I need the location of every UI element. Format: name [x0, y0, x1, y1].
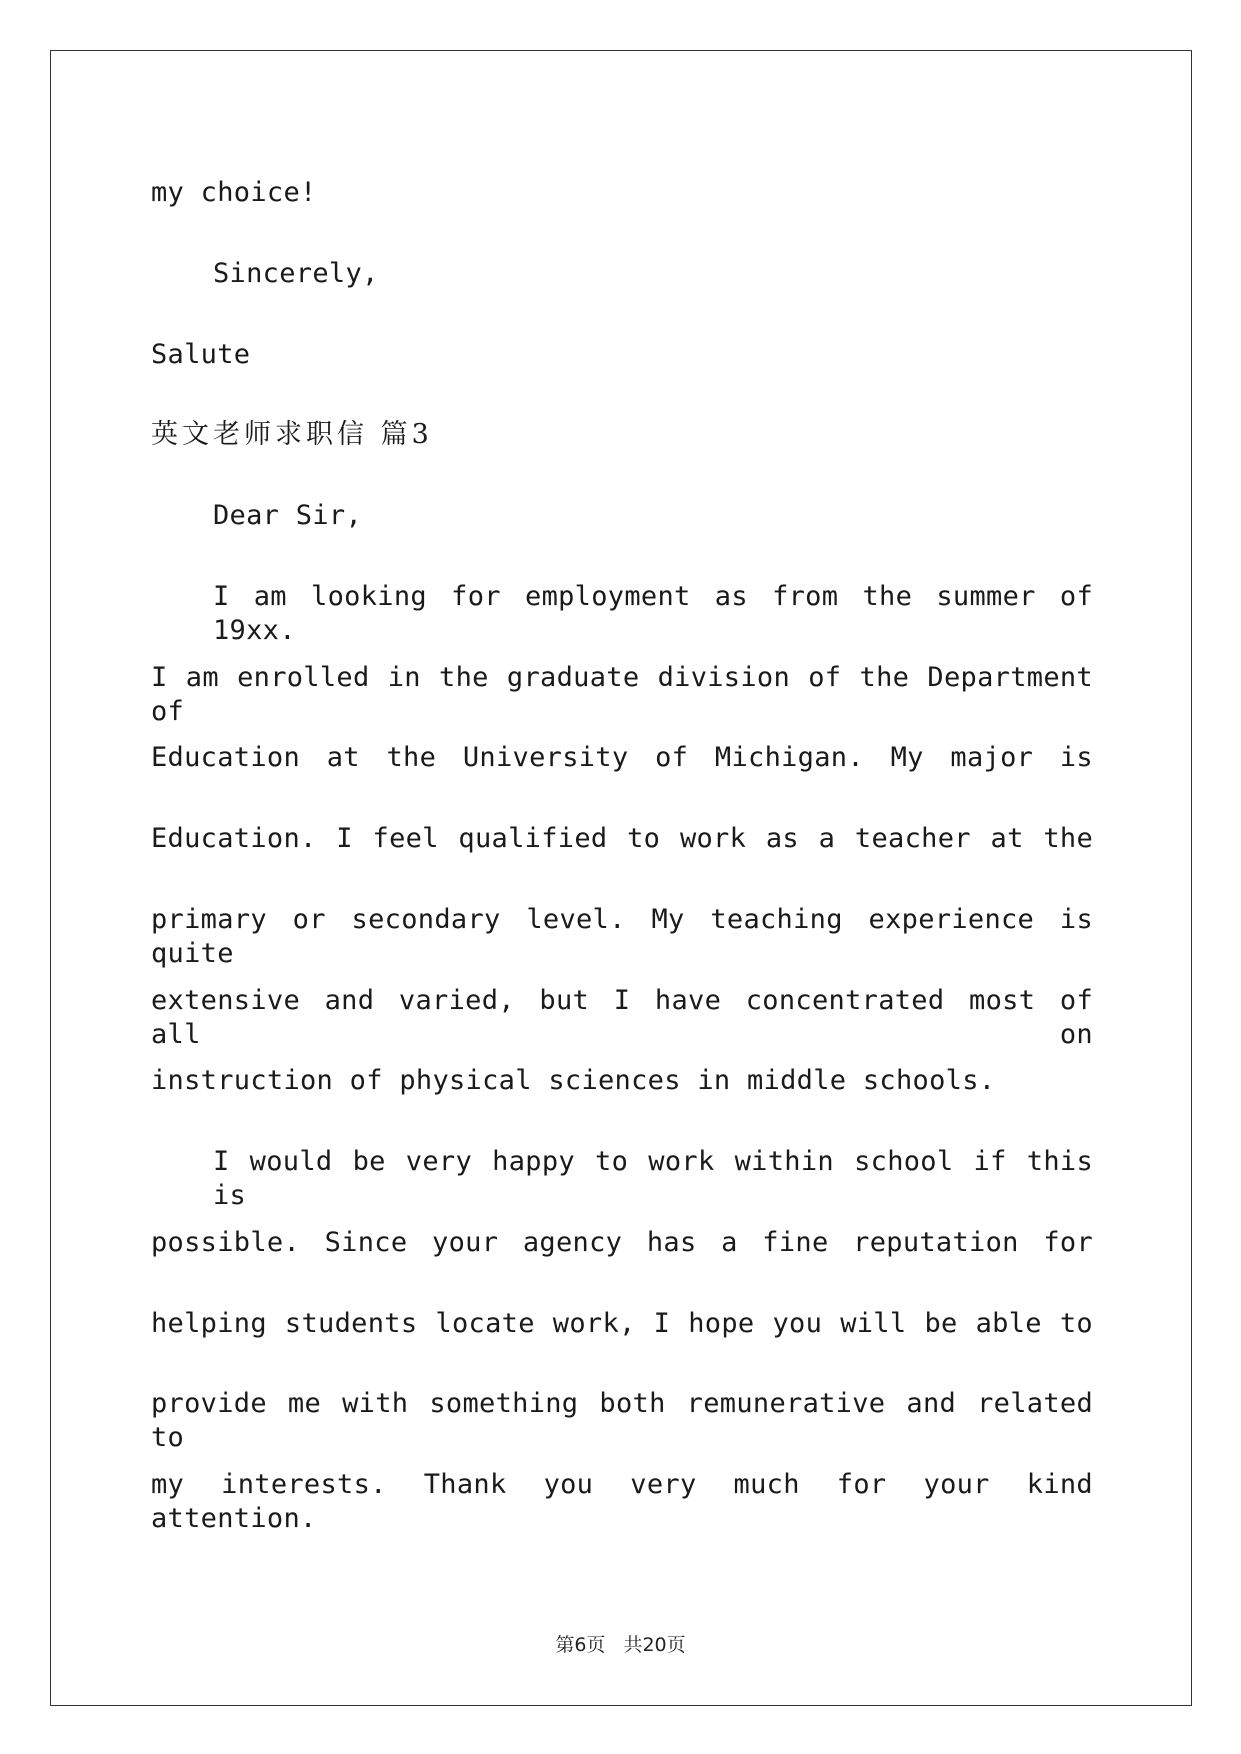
paragraph-line: possible. Since your agency has a fine reputation for — [151, 1227, 1093, 1258]
page-border — [50, 50, 1192, 1706]
closing-line: Sincerely, — [213, 258, 379, 289]
page-total: 共20页 — [623, 1634, 686, 1656]
paragraph-line: instruction of physical sciences in middle schools. — [151, 1065, 996, 1096]
paragraph-line: I am enrolled in the graduate division of the Department of — [151, 662, 1093, 727]
text-line: my choice! — [151, 177, 317, 208]
section-heading: 英文老师求职信 篇3 — [151, 419, 433, 450]
page-footer — [0, 1630, 1241, 1657]
paragraph-line: Education at the University of Michigan. My major is — [151, 742, 1093, 773]
salutation-line: Dear Sir, — [213, 500, 362, 531]
paragraph-line: helping students locate work, I hope you will be able to — [151, 1308, 1093, 1339]
page-number: 第6页 — [555, 1634, 606, 1656]
paragraph-line: I am looking for employment as from the summer of 19xx. — [213, 581, 1093, 646]
paragraph-line: I would be very happy to work within school if this is — [213, 1146, 1093, 1211]
paragraph-line: extensive and varied, but I have concentrated most of all on — [151, 985, 1093, 1050]
paragraph-line: primary or secondary level. My teaching experience is quite — [151, 904, 1093, 969]
paragraph-line: my interests. Thank you very much for your kind attention. — [151, 1469, 1093, 1534]
paragraph-line: Education. I feel qualified to work as a teacher at the — [151, 823, 1093, 854]
paragraph-line: provide me with something both remunerative and related to — [151, 1388, 1093, 1453]
salute-line: Salute — [151, 339, 251, 370]
